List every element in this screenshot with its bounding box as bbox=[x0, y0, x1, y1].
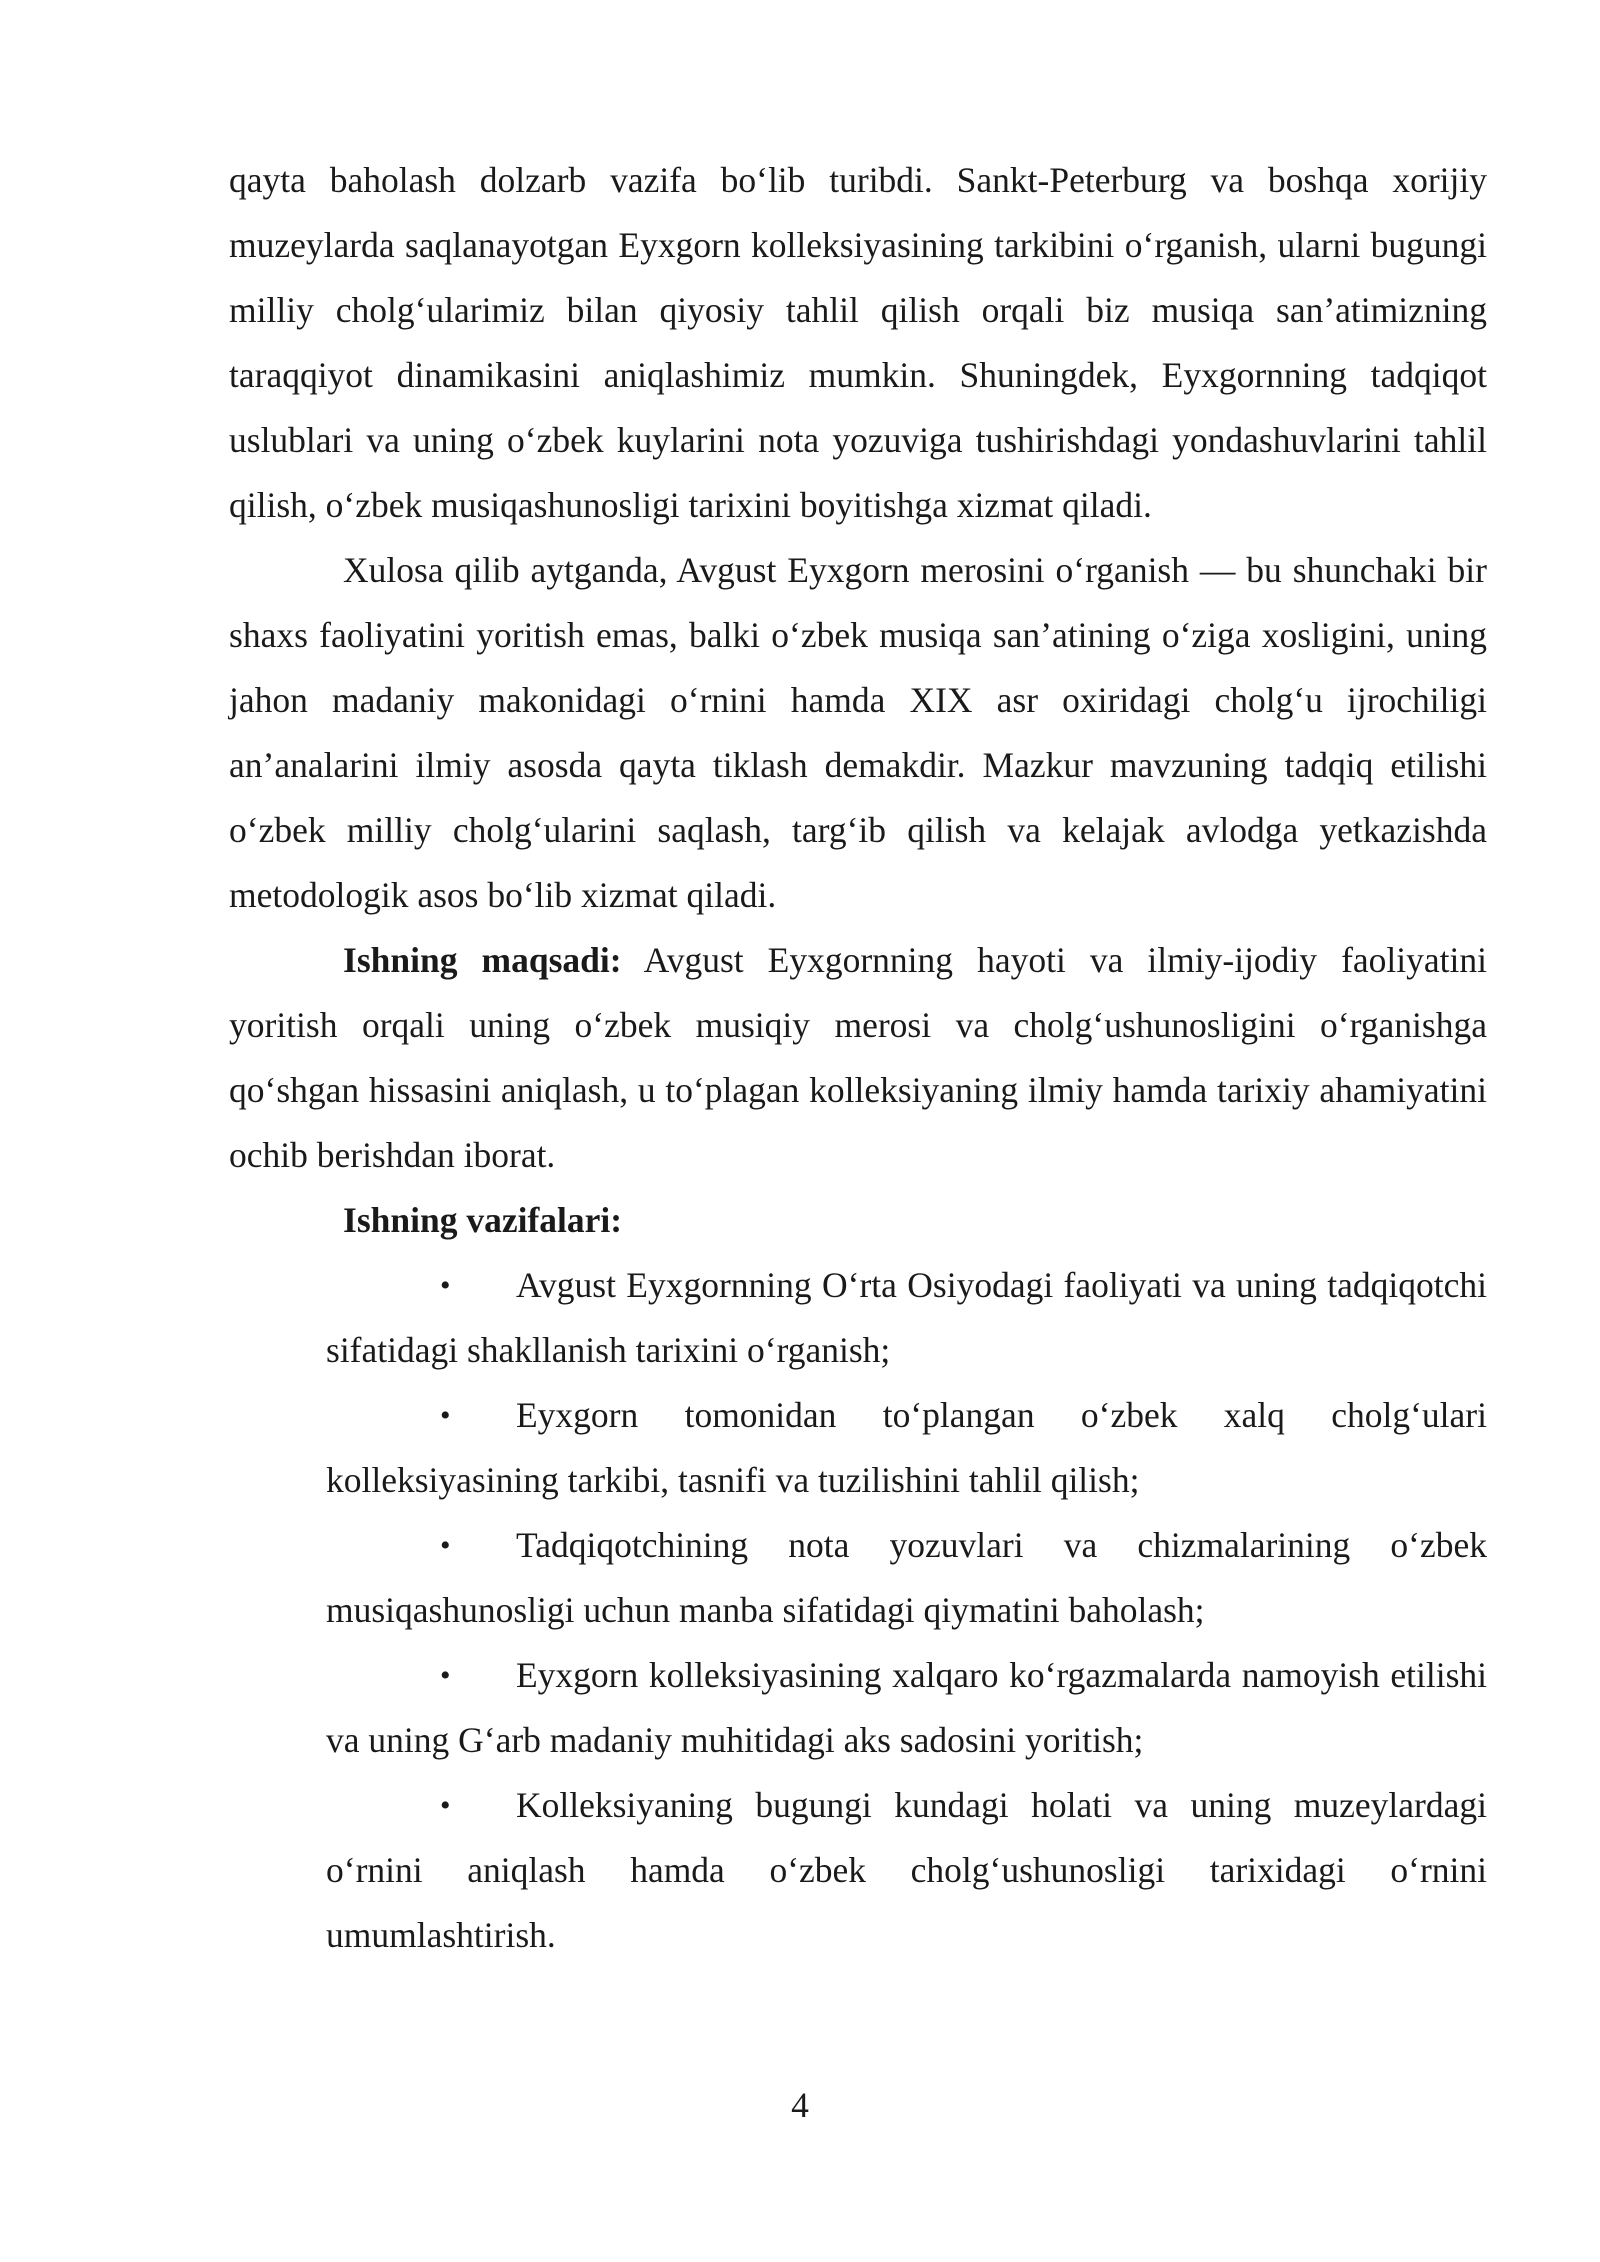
list-item-text: Eyxgorn tomonidan to‘plangan o‘zbek xalq cholg‘ulari kolleksiyasining tarkibi, tasnifi va tuzilishini tahlil qilish; bbox=[326, 1395, 1487, 1500]
list-item-text: Kolleksiyaning bugungi kundagi holati va uning muzeylardagi o‘rnini aniqlash hamda o‘zbek cholg‘ushunosligi tarixidagi o‘rnini umumlashtirish. bbox=[326, 1785, 1487, 1955]
goal-paragraph bbox=[229, 928, 1487, 1188]
list-item bbox=[326, 1643, 1487, 1773]
goal-label: Ishning maqsadi: bbox=[343, 940, 622, 980]
goal-text: Avgust Eyxgornning hayoti va ilmiy-ijodiy faoliyatini yoritish orqali uning o‘zbek musiqiy merosi va cholg‘ushunosligini o‘rganishga qo‘shgan hissasini aniqlash, u to‘plagan kolleksiyaning ilmiy hamda tarixiy ahamiyatini ochib berishdan iborat. bbox=[229, 940, 1487, 1175]
body-paragraph-1: qayta baholash dolzarb vazifa bo‘lib turibdi. Sankt-Peterburg va boshqa xorijiy muzeylarda saqlanayotgan Eyxgorn kolleksiyasining tarkibini o‘rganish, ularni bugungi milliy cholg‘ularimiz bilan qiyosiy tahlil qilish orqali biz musiqa san’atimizning taraqqiyot dinamikasini aniqlashimiz mumkin. Shuningdek, Eyxgornning tadqiqot uslublari va uning o‘zbek kuylarini nota yozuviga tushirishdagi yondashuvlarini tahlil qilish, o‘zbek musiqashunosligi tarixini boyitishga xizmat qiladi. bbox=[229, 160, 1487, 525]
bullet-icon: • bbox=[440, 1659, 451, 1692]
list-item-text: Tadqiqotchining nota yozuvlari va chizmalarining o‘zbek musiqashunosligi uchun manba sifatidagi qiymatini baholash; bbox=[326, 1525, 1487, 1630]
document-page bbox=[229, 148, 1487, 1968]
bullet-icon: • bbox=[440, 1269, 451, 1302]
list-item bbox=[326, 1253, 1487, 1383]
list-item-text: Avgust Eyxgornning O‘rta Osiyodagi faoliyati va uning tadqiqotchi sifatidagi shakllanish tarixini o‘rganish; bbox=[326, 1265, 1487, 1370]
list-item-text: Eyxgorn kolleksiyasining xalqaro ko‘rgazmalarda namoyish etilishi va uning G‘arb madaniy muhitidagi aks sadosini yoritish; bbox=[326, 1655, 1487, 1760]
bullet-icon: • bbox=[440, 1399, 451, 1432]
bullet-icon: • bbox=[440, 1789, 451, 1822]
page-number: 4 bbox=[791, 2085, 809, 2125]
list-item bbox=[326, 1773, 1487, 1968]
list-item bbox=[326, 1513, 1487, 1643]
body-paragraph-conclusion: Xulosa qilib aytganda, Avgust Eyxgorn merosini o‘rganish — bu shunchaki bir shaxs faoliyatini yoritish emas, balki o‘zbek musiqa san’atining o‘ziga xosligini, uning jahon madaniy makonidagi o‘rnini hamda XIX asr oxiridagi cholg‘u ijrochiligi an’analarini ilmiy asosda qayta tiklash demakdir. Mazkur mavzuning tadqiq etilishi o‘zbek milliy cholg‘ularini saqlash, targ‘ib qilish va kelajak avlodga yetkazishda metodologik asos bo‘lib xizmat qiladi. bbox=[229, 550, 1487, 915]
list-item bbox=[326, 1383, 1487, 1513]
tasks-heading: Ishning vazifalari: bbox=[343, 1200, 623, 1240]
tasks-list bbox=[229, 1253, 1487, 1968]
bullet-icon: • bbox=[440, 1529, 451, 1562]
